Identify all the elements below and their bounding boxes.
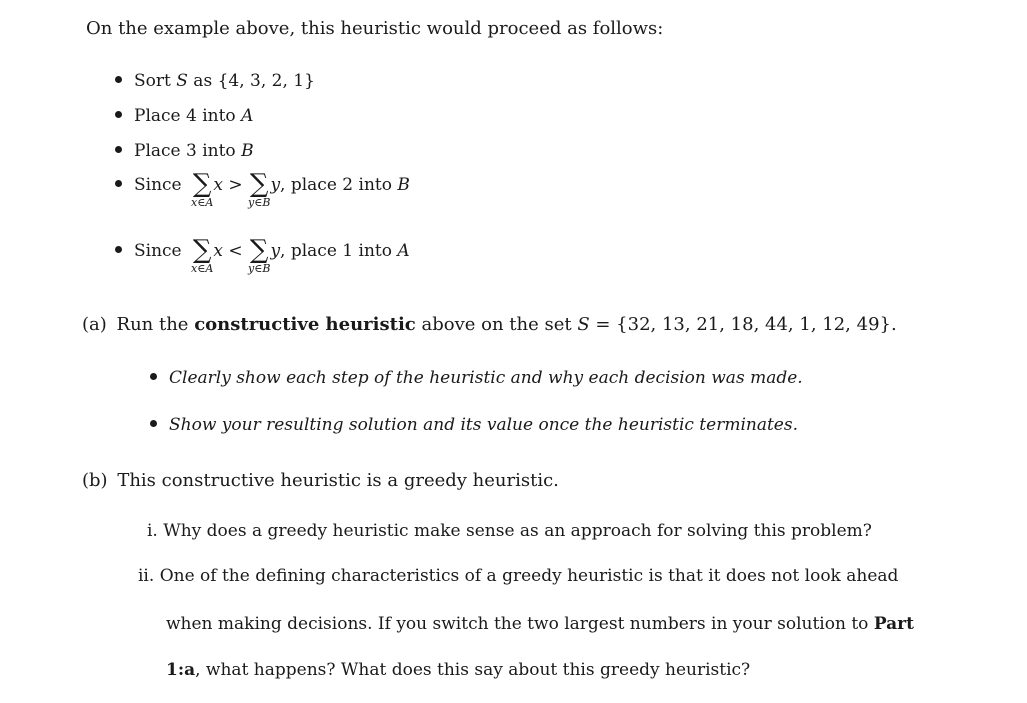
bullet-icon xyxy=(115,76,122,83)
step-place-4 xyxy=(115,106,253,126)
part-b-ii-line-3 xyxy=(166,660,750,680)
since-2-target: A xyxy=(397,241,410,261)
part-a-bullet-1-text: Clearly show each step of the heuristic and why each decision was made. xyxy=(169,368,803,388)
part-a-bullet-2-text: Show your resulting solution and its value once the heuristic terminates. xyxy=(169,415,798,435)
sigma-icon: ∑ xyxy=(249,235,269,265)
step-since-1 xyxy=(115,169,410,209)
step-place-3-var: B xyxy=(241,141,254,161)
part-b-ii-line-2 xyxy=(166,614,914,634)
bullet-icon xyxy=(115,246,122,253)
intro-text: On the example above, this heuristic would proceed as follows: xyxy=(86,18,664,39)
part-b-i-text: Why does a greedy heuristic make sense as an approach for solving this problem? xyxy=(163,521,872,541)
part-b-ii-label: ii. xyxy=(138,566,155,586)
step-sort xyxy=(115,71,315,91)
part-b-ii-line3-text: , what happens? What does this say about this greedy heuristic? xyxy=(195,660,751,680)
step-place-3 xyxy=(115,141,254,161)
part-b-text: This constructive heuristic is a greedy heuristic. xyxy=(117,470,559,491)
part-a-bullet-2 xyxy=(150,415,798,435)
sigma-icon: ∑ xyxy=(192,169,212,199)
part-b xyxy=(82,470,559,491)
sigma-icon: ∑ xyxy=(192,235,212,265)
sum-var: x xyxy=(213,241,223,261)
part-b-i xyxy=(147,521,872,541)
sum-var: y xyxy=(270,241,281,261)
part-a-set-val: = {32, 13, 21, 18, 44, 1, 12, 49}. xyxy=(589,314,897,335)
sum-y-in-b xyxy=(247,169,271,209)
part-b-label: (b) xyxy=(82,470,108,491)
bullet-icon xyxy=(115,180,122,187)
sum-subscript: y∈B xyxy=(247,196,271,209)
since-1-target: B xyxy=(397,175,410,195)
bullet-icon xyxy=(115,111,122,118)
bullet-icon xyxy=(150,373,157,380)
comparison-op: > xyxy=(228,175,243,195)
sum-subscript: y∈B xyxy=(247,262,271,275)
since-1-pre: Since xyxy=(134,175,182,195)
sum-subscript: x∈A xyxy=(191,196,214,209)
step-since-2 xyxy=(115,235,410,275)
comparison-op: < xyxy=(228,241,243,261)
part-a xyxy=(82,314,897,335)
step-place-4-var: A xyxy=(241,106,254,126)
bullet-icon xyxy=(115,146,122,153)
sum-y-in-b xyxy=(247,235,271,275)
sum-x-in-a xyxy=(191,235,214,275)
part-a-text-pre: Run the xyxy=(116,314,195,335)
step-place-4-pre: Place 4 into xyxy=(134,106,242,126)
part-b-i-label: i. xyxy=(147,521,158,541)
sum-x-in-a xyxy=(191,169,214,209)
bullet-icon xyxy=(150,420,157,427)
part-a-label: (a) xyxy=(82,314,107,335)
since-2-pre: Since xyxy=(134,241,182,261)
part-b-ii-line2-bold: Part xyxy=(873,614,914,634)
sum-subscript: x∈A xyxy=(191,262,214,275)
part-a-text-mid: above on the set xyxy=(415,314,578,335)
part-b-ii-line-1 xyxy=(138,566,898,586)
part-a-bullet-1 xyxy=(150,368,803,388)
part-b-ii-line3-bold: 1:a xyxy=(166,660,196,680)
step-sort-var: S xyxy=(176,71,188,91)
since-1-post: , place 2 into xyxy=(280,175,398,195)
step-sort-set: {4, 3, 2, 1} xyxy=(217,71,315,91)
part-a-text-bold: constructive heuristic xyxy=(194,314,416,335)
sum-var: x xyxy=(213,175,223,195)
sigma-icon: ∑ xyxy=(249,169,269,199)
since-2-post: , place 1 into xyxy=(280,241,398,261)
step-sort-pre: Sort xyxy=(134,71,177,91)
step-sort-mid: as xyxy=(187,71,218,91)
sum-var: y xyxy=(270,175,281,195)
part-a-set-var: S xyxy=(577,314,590,335)
part-b-ii-line2-text: when making decisions. If you switch the two largest numbers in your solution to xyxy=(166,614,874,634)
step-place-3-pre: Place 3 into xyxy=(134,141,242,161)
part-b-ii-line1-text: One of the defining characteristics of a greedy heuristic is that it does not look ahead xyxy=(159,566,899,586)
